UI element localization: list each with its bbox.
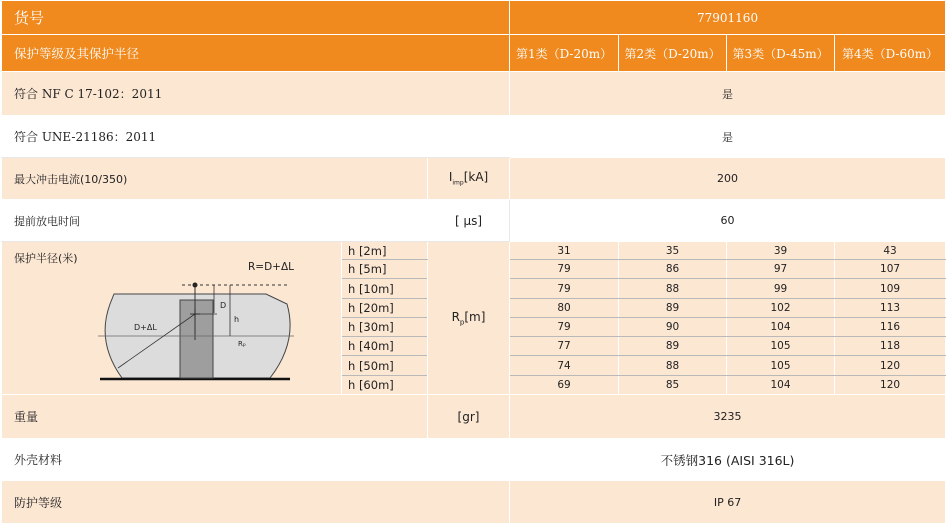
radius-value: 79 <box>510 260 619 279</box>
row-current <box>2 158 946 200</box>
radius-value: 104 <box>727 317 835 336</box>
radius-value: 105 <box>727 356 835 375</box>
radius-value: 80 <box>510 298 619 317</box>
radius-value: 88 <box>619 279 727 298</box>
category-1: 第1类（D-20m） <box>510 35 619 72</box>
height-5: h [40m] <box>342 337 428 356</box>
radius-value: 69 <box>510 375 619 394</box>
radius-value: 88 <box>619 356 727 375</box>
height-1: h [5m] <box>342 260 428 279</box>
radius-value: 86 <box>619 260 727 279</box>
row-protection <box>2 481 946 524</box>
row-shell <box>2 439 946 481</box>
weight-value: 3235 <box>510 395 946 439</box>
height-3: h [20m] <box>342 298 428 317</box>
radius-value: 97 <box>727 260 835 279</box>
shell-value: 不锈钢316 (AISI 316L) <box>510 439 946 481</box>
dl-label: D+ΔL <box>134 323 157 332</box>
time-label: 提前放电时间 <box>2 200 428 242</box>
shell-label: 外壳材料 <box>2 439 510 481</box>
une-label: 符合 UNE-21186：2011 <box>2 116 510 158</box>
radius-value: 74 <box>510 356 619 375</box>
radius-value: 118 <box>835 337 946 356</box>
radius-value: 89 <box>619 298 727 317</box>
weight-label: 重量 <box>2 395 428 439</box>
une-value: 是 <box>510 116 946 158</box>
height-6: h [50m] <box>342 356 428 375</box>
subheader-label: 保护等级及其保护半径 <box>2 35 510 72</box>
header-title: 货号 <box>2 1 510 35</box>
category-4: 第4类（D-60m） <box>835 35 946 72</box>
radius-value: 35 <box>619 242 727 260</box>
height-0: h [2m] <box>342 242 428 260</box>
radius-value: 99 <box>727 279 835 298</box>
radius-unit: $R_p[m]$ <box>428 242 510 395</box>
radius-value: 39 <box>727 242 835 260</box>
header-row <box>2 1 946 35</box>
category-2: 第2类（D-20m） <box>619 35 727 72</box>
building-column <box>180 300 213 378</box>
row-weight <box>2 395 946 439</box>
radius-label-cell <box>2 242 342 395</box>
protection-value: IP 67 <box>510 481 946 524</box>
protection-label: 防护等级 <box>2 481 510 524</box>
current-unit: $I_{imp}[kA]$ <box>428 158 510 200</box>
row-nfc <box>2 72 946 116</box>
time-value: 60 <box>510 200 946 242</box>
radius-value: 85 <box>619 375 727 394</box>
protection-diagram <box>2 242 342 394</box>
nfc-value: 是 <box>510 72 946 116</box>
radius-label: 保护半径(米) <box>14 252 78 265</box>
radius-value: 109 <box>835 279 946 298</box>
weight-unit: [gr] <box>428 395 510 439</box>
diagram-formula: R=D+ΔL <box>248 261 295 273</box>
radius-value: 31 <box>510 242 619 260</box>
radius-value: 120 <box>835 356 946 375</box>
radius-value: 120 <box>835 375 946 394</box>
radius-value: 90 <box>619 317 727 336</box>
radius-value: 107 <box>835 260 946 279</box>
category-3: 第3类（D-45m） <box>727 35 835 72</box>
height-4: h [30m] <box>342 317 428 336</box>
radius-value: 79 <box>510 279 619 298</box>
h-label: h <box>234 315 240 324</box>
radius-value: 113 <box>835 298 946 317</box>
rp-label: Rₚ <box>238 340 246 348</box>
height-2: h [10m] <box>342 279 428 298</box>
d-label: D <box>220 301 227 310</box>
radius-value: 43 <box>835 242 946 260</box>
radius-value: 89 <box>619 337 727 356</box>
spec-table <box>1 0 946 524</box>
height-7: h [60m] <box>342 375 428 394</box>
time-unit: [ μs] <box>428 200 510 242</box>
radius-value: 77 <box>510 337 619 356</box>
radius-row <box>2 242 946 260</box>
current-label: 最大冲击电流(10/350) <box>2 158 428 200</box>
radius-value: 102 <box>727 298 835 317</box>
row-time <box>2 200 946 242</box>
row-une <box>2 116 946 158</box>
subheader-row <box>2 35 946 72</box>
product-code: 77901160 <box>510 1 946 35</box>
radius-value: 105 <box>727 337 835 356</box>
radius-value: 79 <box>510 317 619 336</box>
radius-value: 104 <box>727 375 835 394</box>
nfc-label: 符合 NF C 17-102：2011 <box>2 72 510 116</box>
current-value: 200 <box>510 158 946 200</box>
radius-value: 116 <box>835 317 946 336</box>
